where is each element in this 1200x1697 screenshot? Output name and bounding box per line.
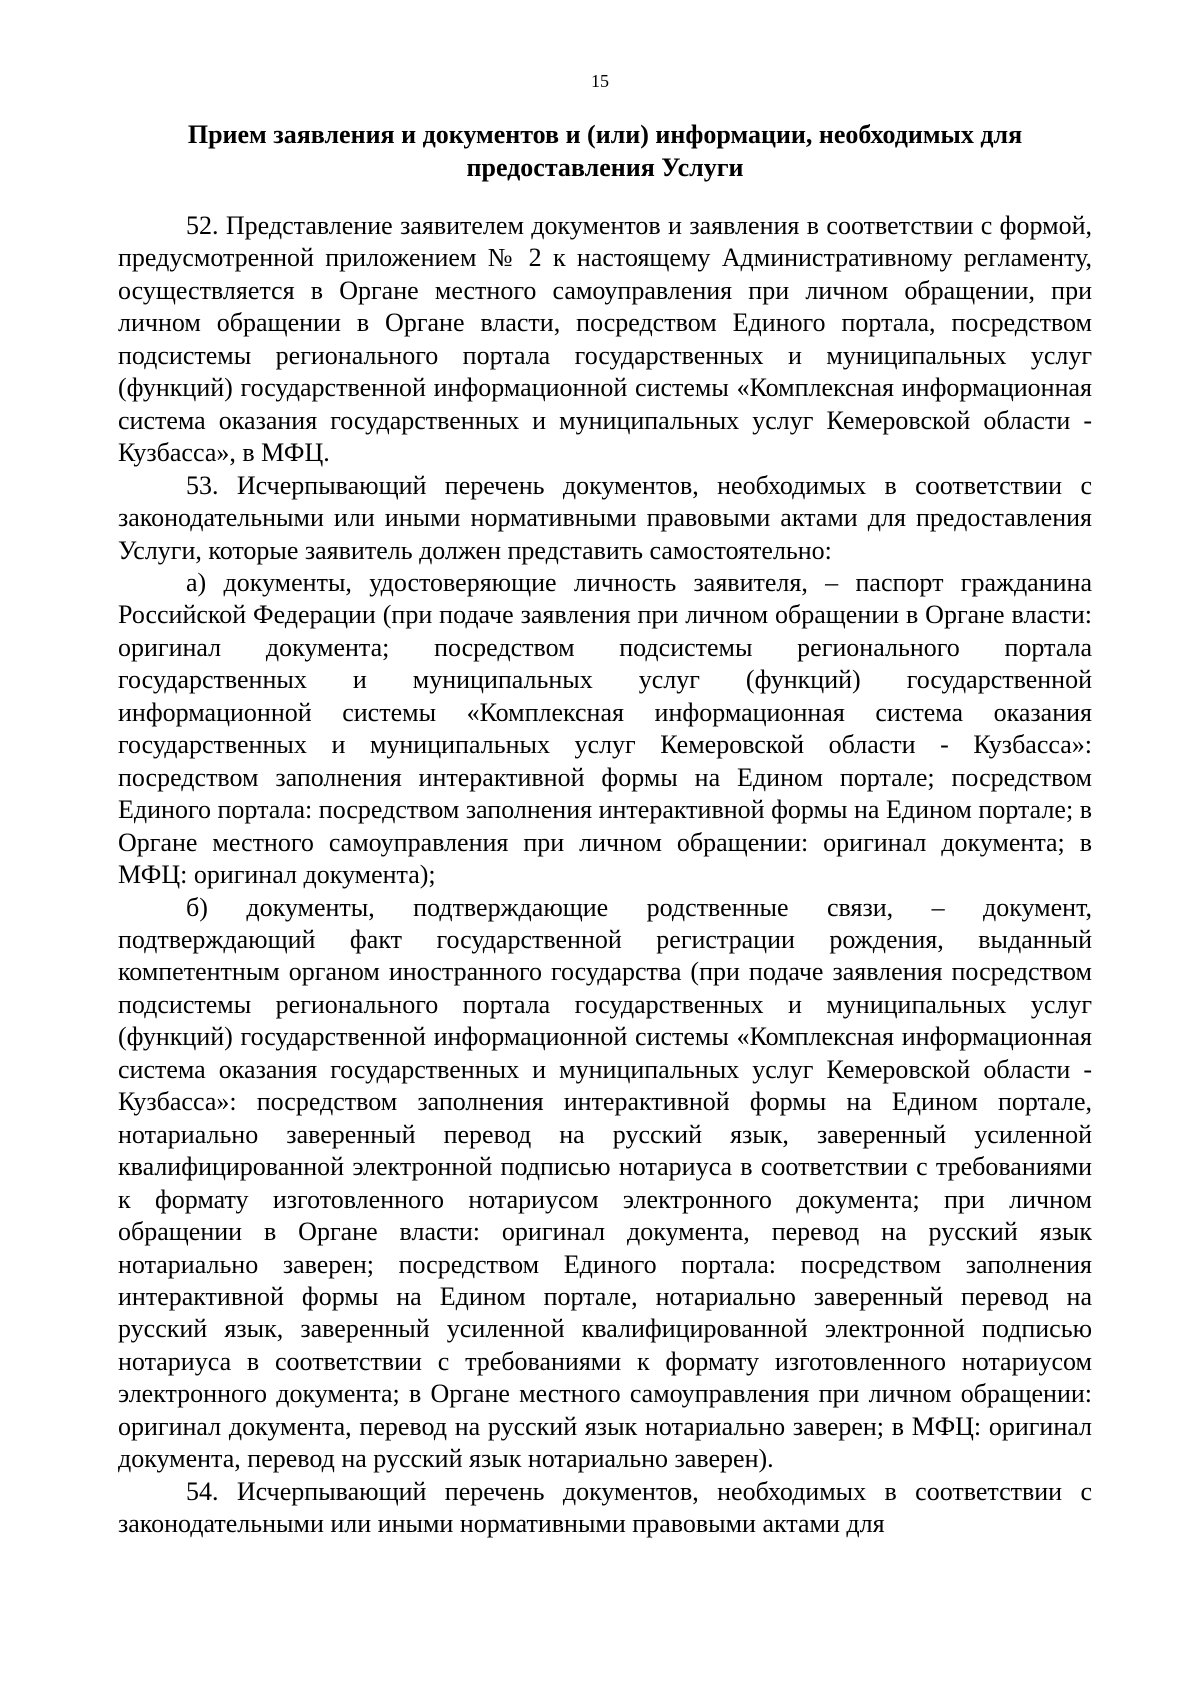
section-heading: Прием заявления и документов и (или) информации, необходимых для предоставления Услуги [187, 120, 1023, 182]
paragraph-53-item-a: а) документы, удостоверяющие личность заявителя, – паспорт гражданина Российской Федерации (при подаче заявления при личном обращении в Органе власти: оригинал документа; посредством подсистемы регионального портала государственных и муниципальных услуг (функций) государственной информационной системы «Комплексная информационная система оказания государственных и муниципальных услуг Кемеровской области - Кузбасса»: посредством заполнения интерактивной формы на Едином портале; посредством Единого портала: посредством заполнения интерактивной формы на Едином портале; в Органе местного самоуправления при личном обращении: оригинал документа; в МФЦ: оригинал документа); [118, 567, 1092, 890]
paragraph-52: 52. Представление заявителем документов и заявления в соответствии с формой, предусмотренной приложением № 2 к настоящему Административному регламенту, осуществляется в Органе местного самоуправления при личном обращении, при личном обращении в Органе власти, посредством Единого портала, посредством подсистемы регионального портала государственных и муниципальных услуг (функций) государственной информационной системы «Комплексная информационная система оказания государственных и муниципальных услуг Кемеровской области - Кузбасса», в МФЦ. [118, 211, 1092, 468]
document-body [118, 210, 1092, 1541]
paragraph-53-item-b: б) документы, подтверждающие родственные связи, – документ, подтверждающий факт государственной регистрации рождения, выданный компетентным органом иностранного государства (при подаче заявления посредством подсистемы регионального портала государственных и муниципальных услуг (функций) государственной информационной системы «Комплексная информационная система оказания государственных и муниципальных услуг Кемеровской области - Кузбасса»: посредством заполнения интерактивной формы на Едином портале, нотариально заверенный перевод на русский язык, заверенный усиленной квалифицированной электронной подписью нотариуса в соответствии с требованиями к формату изготовленного нотариусом электронного документа; при личном обращении в Органе власти: оригинал документа, перевод на русский язык нотариально заверен; посредством Единого портала: посредством заполнения интерактивной формы на Едином портале, нотариально заверенный перевод на русский язык, заверенный усиленной квалифицированной электронной подписью нотариуса в соответствии с требованиями к формату изготовленного нотариусом электронного документа; в Органе местного самоуправления при личном обращении: оригинал документа, перевод на русский язык нотариально заверен; в МФЦ: оригинал документа, перевод на русский язык нотариально заверен). [118, 892, 1092, 1474]
paragraph-54: 54. Исчерпывающий перечень документов, необходимых в соответствии с законодательными или иными нормативными правовыми актами для [118, 1476, 1092, 1539]
paragraph-53: 53. Исчерпывающий перечень документов, необходимых в соответствии с законодательными или иными нормативными правовыми актами для предоставления Услуги, которые заявитель должен представить самостоятельно: [118, 470, 1092, 565]
page-number: 15 [591, 71, 609, 91]
